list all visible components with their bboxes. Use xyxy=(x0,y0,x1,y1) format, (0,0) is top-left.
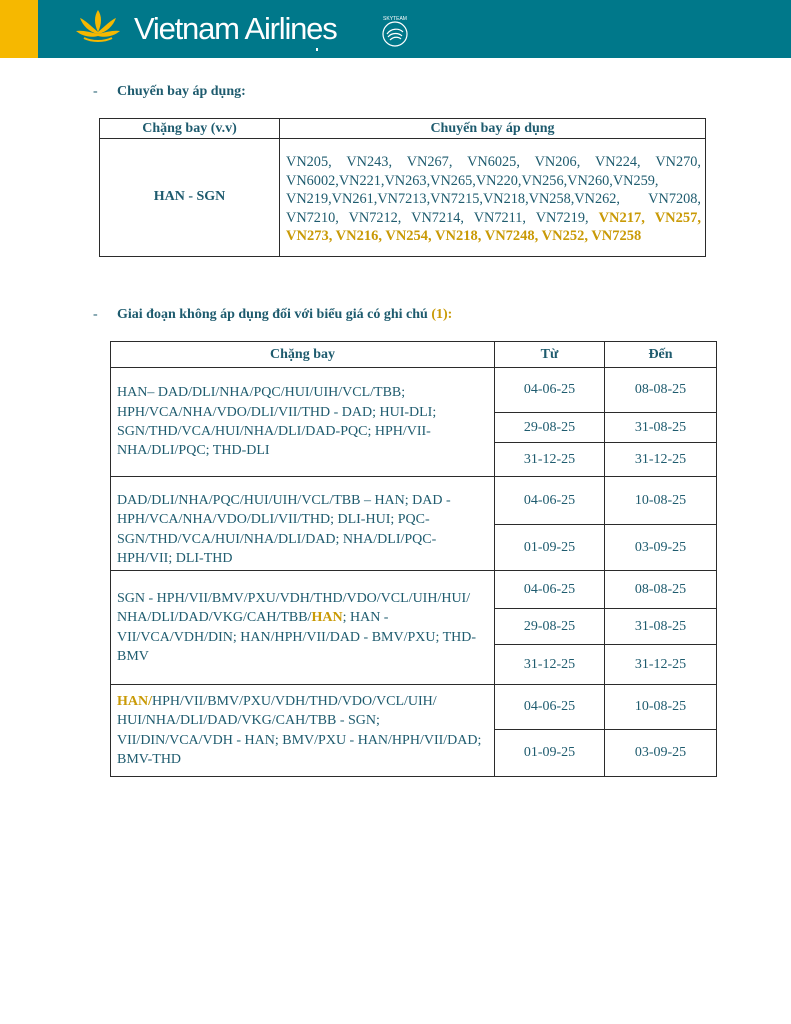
route-cell: HAN - SGN xyxy=(100,139,280,257)
to-date: 03-09-25 xyxy=(605,730,717,777)
table-row xyxy=(111,477,717,525)
lotus-logo-icon xyxy=(74,6,122,44)
from-date: 29-08-25 xyxy=(495,609,605,645)
to-date: 31-08-25 xyxy=(605,609,717,645)
from-date: 31-12-25 xyxy=(495,645,605,685)
bullet-dash: - xyxy=(93,307,98,322)
section1-title: Chuyến bay áp dụng: xyxy=(117,84,246,99)
header-bar xyxy=(0,0,791,58)
from-date: 29-08-25 xyxy=(495,413,605,443)
to-date: 03-09-25 xyxy=(605,525,717,571)
segment-text: ; HAN - VII/VCA/VDH/DIN; HAN/HPH/VII/DAD - BMV/PXU; THD-BMV xyxy=(117,610,477,664)
from-date: 04-06-25 xyxy=(495,571,605,609)
to-date: 31-08-25 xyxy=(605,413,717,443)
skyteam-label: SKYTEAM xyxy=(383,16,407,22)
from-date: 31-12-25 xyxy=(495,443,605,477)
excluded-periods-table xyxy=(110,341,717,777)
header-accent-strip xyxy=(0,0,38,58)
col-header-route: Chặng bay (v.v) xyxy=(100,119,280,139)
segment-cell: HAN– DAD/DLI/NHA/PQC/HUI/UIH/VCL/TBB; HPH/VCA/NHA/VDO/DLI/VII/THD - DAD; HUI-DLI; SGN/THD/VCA/HUI/NHA/DLI/DAD-PQC; HPH/VII-NHA/DLI/PQC; THD-DLI xyxy=(111,368,495,477)
flights-cell xyxy=(280,139,706,257)
table-row xyxy=(111,685,717,730)
section2-title: Giai đoạn không áp dụng đối với biểu giá có ghi chú xyxy=(117,307,428,322)
col-header-flights: Chuyến bay áp dụng xyxy=(280,119,706,139)
to-date: 10-08-25 xyxy=(605,685,717,730)
flights-list-highlight: VN217, VN257, VN273, VN216, VN254, VN218, VN7248, VN252, VN7258 xyxy=(286,209,702,245)
to-date: 31-12-25 xyxy=(605,443,717,477)
brand-name: Vietnam Airlines xyxy=(134,11,337,46)
segment-text: SGN - HPH/VII/BMV/PXU/VDH/THD/VDO/VCL/UIH/HUI/ NHA/DLI/DAD/VKG/CAH/TBB/ xyxy=(117,591,471,626)
applicable-flights-table xyxy=(99,118,706,257)
section2-note: (1): xyxy=(431,307,453,322)
col-header-to: Đến xyxy=(605,342,717,368)
from-date: 01-09-25 xyxy=(495,730,605,777)
segment-text: HPH/VII/BMV/PXU/VDH/THD/VDO/VCL/UIH/ HUI/NHA/DLI/DAD/VKG/CAH/TBB - SGN; VII/DIN/VCA/VDH - HAN; BMV/PXU - HAN/HPH/VII/DAD; BMV-THD xyxy=(117,694,482,767)
table-header-row xyxy=(111,342,717,368)
table-row xyxy=(111,571,717,609)
table-header-row xyxy=(100,119,706,139)
flights-list: VN205, VN243, VN267, VN6025, VN206, VN224, VN270, VN6002,VN221,VN263,VN265,VN220,VN256,VN260,VN259, VN219,VN261,VN7213,VN7215,VN218,VN258,VN262, VN7208, VN7210, VN7212, VN7214, VN7211, VN7219, xyxy=(286,154,701,226)
to-date: 31-12-25 xyxy=(605,645,717,685)
col-header-from: Từ xyxy=(495,342,605,368)
table-row xyxy=(100,139,706,257)
table-row xyxy=(111,368,717,413)
from-date: 01-09-25 xyxy=(495,525,605,571)
from-date: 04-06-25 xyxy=(495,477,605,525)
segment-cell: DAD/DLI/NHA/PQC/HUI/UIH/VCL/TBB – HAN; DAD - HPH/VCA/NHA/VDO/DLI/VII/THD; DLI-HUI; PQC-SGN/THD/VCA/HUI/NHA/DLI/DAD; NHA/DLI/PQC-HPH/VII; DLI-THD xyxy=(111,477,495,571)
segment-highlight: HAN/ xyxy=(117,694,152,710)
col-header-segment: Chặng bay xyxy=(111,342,495,368)
section2-title-wrap xyxy=(117,307,452,323)
to-date: 08-08-25 xyxy=(605,368,717,413)
segment-cell xyxy=(111,571,495,685)
segment-highlight: HAN xyxy=(311,610,343,626)
header-tick xyxy=(316,48,318,51)
skyteam-logo-icon xyxy=(376,12,414,50)
segment-cell xyxy=(111,685,495,777)
bullet-dash: - xyxy=(93,84,98,99)
to-date: 08-08-25 xyxy=(605,571,717,609)
from-date: 04-06-25 xyxy=(495,685,605,730)
to-date: 10-08-25 xyxy=(605,477,717,525)
from-date: 04-06-25 xyxy=(495,368,605,413)
